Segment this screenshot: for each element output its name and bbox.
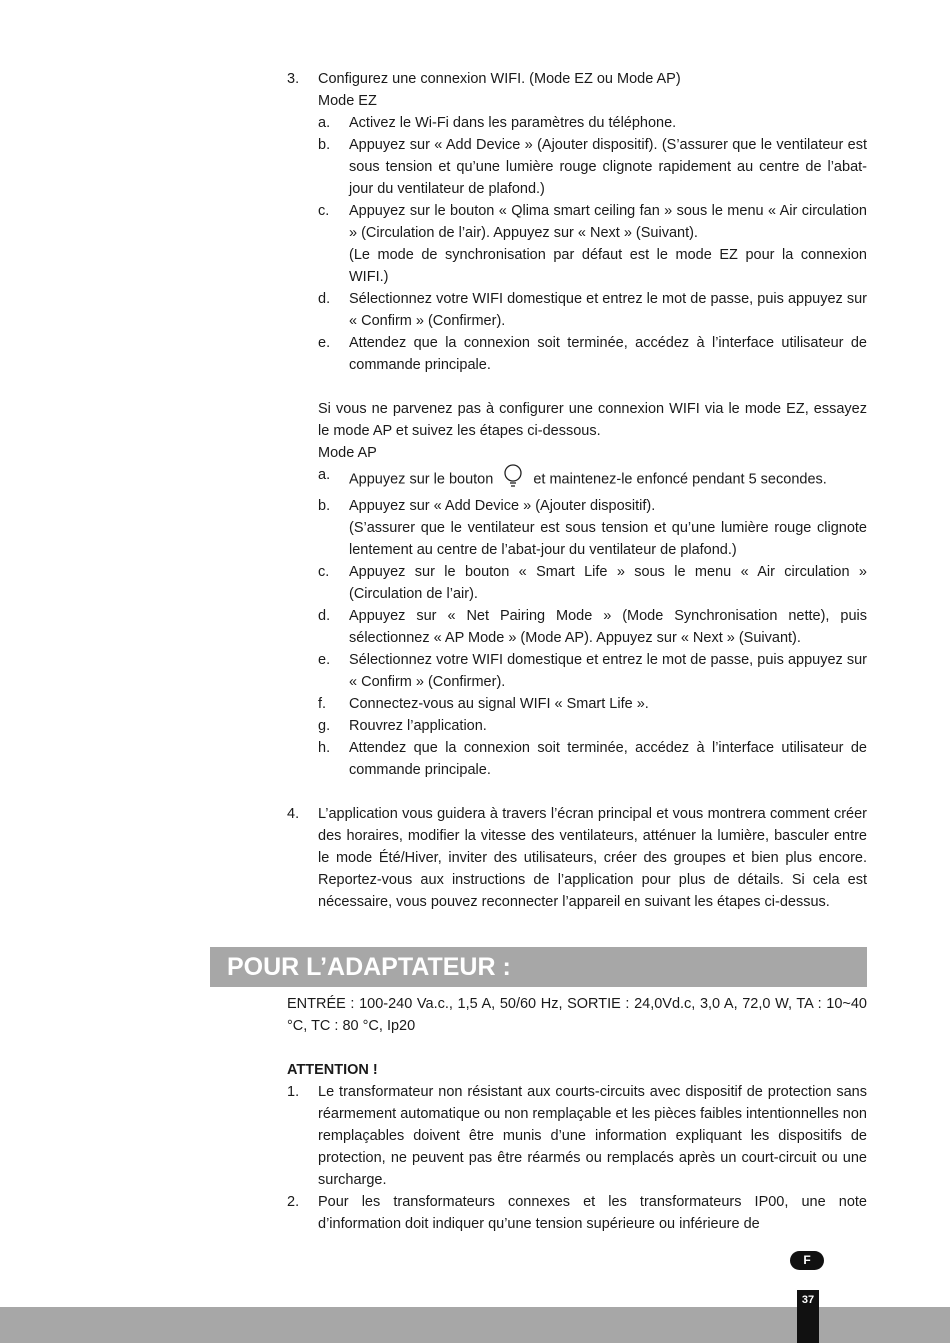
step-number: 3. <box>287 71 300 87</box>
item-label: c. <box>318 203 330 219</box>
item-text: Activez le Wi-Fi dans les paramètres du téléphone. <box>349 115 677 131</box>
list-item <box>318 737 867 781</box>
item-label: b. <box>318 137 331 153</box>
attention-heading: ATTENTION ! <box>287 1062 378 1078</box>
item-text: Appuyez sur le bouton « Qlima smart ceiling fan » sous le menu « Air circulation » (Circulation de l’air). Appuyez sur « Next » (Suivant). <box>349 203 867 241</box>
language-badge: F <box>790 1251 824 1270</box>
item-text-after: et maintenez-le enfoncé pendant 5 secondes. <box>533 471 827 488</box>
list-item <box>318 495 867 561</box>
fallback-paragraph: Si vous ne parvenez pas à configurer une connexion WIFI via le mode EZ, essayez le mode AP et suivez les étapes ci-dessous. <box>318 401 867 439</box>
item-text: Sélectionnez votre WIFI domestique et entrez le mot de passe, puis appuyez sur « Confirm » (Confirmer). <box>349 652 867 690</box>
adapter-specs: ENTRÉE : 100-240 Va.c., 1,5 A, 50/60 Hz, SORTIE : 24,0Vd.c, 3,0 A, 72,0 W, TA : 10~40 °C, TC : 80 °C, Ip20 <box>287 996 867 1034</box>
item-text: Connectez-vous au signal WIFI « Smart Life ». <box>349 696 649 712</box>
item-text: Attendez que la connexion soit terminée, accédez à l’interface utilisateur de commande principale. <box>349 740 867 778</box>
list-item <box>318 649 867 693</box>
item-text: Appuyez sur « Add Device » (Ajouter dispositif). <box>349 498 656 514</box>
list-item <box>318 464 867 495</box>
ez-mode-heading: Mode EZ <box>318 93 377 109</box>
item-label: d. <box>318 608 331 624</box>
item-label: d. <box>318 291 331 307</box>
item-text-before: Appuyez sur le bouton <box>349 471 494 488</box>
step-4 <box>287 803 867 913</box>
item-label: c. <box>318 564 330 580</box>
item-number: 2. <box>287 1194 300 1210</box>
item-label: g. <box>318 718 331 734</box>
step-number: 4. <box>287 806 300 822</box>
section-heading-banner: POUR L’ADAPTATEUR : <box>210 947 867 987</box>
list-item <box>318 134 867 200</box>
item-text: Appuyez sur le bouton « Smart Life » sous le menu « Air circulation » (Circulation de l’air). <box>349 564 867 602</box>
list-item <box>318 605 867 649</box>
item-label: e. <box>318 335 331 351</box>
step-title: Configurez une connexion WIFI. (Mode EZ ou Mode AP) <box>318 71 681 87</box>
ez-mode-list <box>287 112 867 376</box>
item-label: h. <box>318 740 331 756</box>
page-number: 37 <box>797 1290 819 1343</box>
list-item <box>287 1081 867 1191</box>
item-label: e. <box>318 652 331 668</box>
item-text: Attendez que la connexion soit terminée, accédez à l’interface utilisateur de commande principale. <box>349 335 867 373</box>
item-text: Pour les transformateurs connexes et les transformateurs IP00, une note d’information doit indiquer qu’une tension supérieure ou inférieure de <box>318 1194 867 1232</box>
item-text: Sélectionnez votre WIFI domestique et entrez le mot de passe, puis appuyez sur « Confirm » (Confirmer). <box>349 291 867 329</box>
instructions-body <box>287 68 867 913</box>
item-number: 1. <box>287 1084 300 1100</box>
item-label: f. <box>318 696 327 712</box>
list-item <box>318 561 867 605</box>
ap-mode-heading: Mode AP <box>318 445 377 461</box>
item-label: a. <box>318 115 331 131</box>
item-text <box>349 464 867 495</box>
step-3 <box>287 68 867 90</box>
item-label: b. <box>318 498 331 514</box>
item-text: Le transformateur non résistant aux courts-circuits avec dispositif de protection sans réarmement automatique ou non remplaçable et les pièces faibles intentionnelles non remplaçables doivent être munis d’une information expliquant les dispositifs de protection, ne peuvent pas être réarmés ou remplacés après un court-circuit ou une surcharge. <box>318 1084 867 1188</box>
list-item <box>318 288 867 332</box>
item-text: Rouvrez l’application. <box>349 718 487 734</box>
item-note: (S’assurer que le ventilateur est sous tension et qu’une lumière rouge clignote lentement au centre de l’abat-jour du ventilateur de plafond.) <box>349 520 867 558</box>
list-item <box>318 715 867 737</box>
item-note: (Le mode de synchronisation par défaut est le mode EZ pour la connexion WIFI.) <box>349 247 867 285</box>
ap-mode-list <box>287 464 867 781</box>
list-item <box>318 200 867 288</box>
step-text: L’application vous guidera à travers l’écran principal et vous montrera comment créer des horaires, modifier la vitesse des ventilateurs, atténuer la lumière, basculer entre le mode Été/Hiver, inviter des utilisateurs, créer des groupes et bien plus encore. Reportez-vous aux instructions de l’application pour plus de détails. Si cela est nécessaire, vous pouvez reconnecter l’appareil en suivant les étapes ci-dessus. <box>318 806 867 910</box>
list-item <box>318 332 867 376</box>
item-text: Appuyez sur « Net Pairing Mode » (Mode Synchronisation nette), puis sélectionnez « AP Mode » (Mode AP). Appuyez sur « Next » (Suivant). <box>349 608 867 646</box>
list-item <box>318 693 867 715</box>
item-text: Appuyez sur « Add Device » (Ajouter dispositif). (S’assurer que le ventilateur est sous tension et qu’une lumière rouge clignote rapidement au centre de l’abat-jour du ventilateur de plafond.) <box>349 137 867 197</box>
adapter-section <box>287 993 867 1235</box>
item-label: a. <box>318 467 331 483</box>
light-bulb-icon <box>501 464 525 495</box>
list-item <box>318 112 867 134</box>
list-item <box>287 1191 867 1235</box>
